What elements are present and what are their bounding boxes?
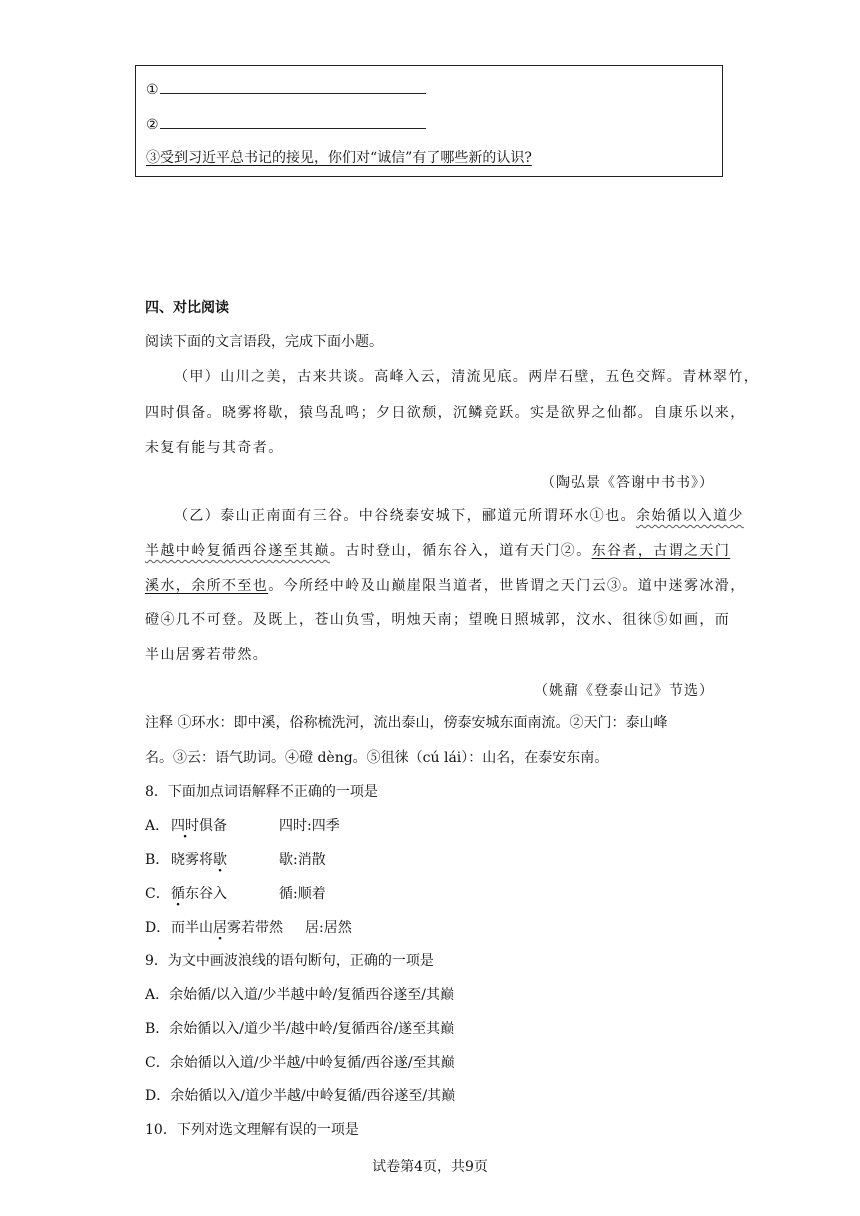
passage-b-line-1: （乙）泰山正南面有三谷。中谷绕泰安城下，郦道元所谓环水①也。余始循以入道少 bbox=[174, 508, 744, 524]
wavy-sentence-part-1: 余始循以入道少 bbox=[636, 508, 744, 524]
dotted-word: 四时 bbox=[171, 818, 199, 834]
passage-b-line-2: 半越中岭复循西谷遂至其巅。古时登山，循东谷入，道有天门②。东谷者，古谓之天门 bbox=[145, 543, 731, 559]
wavy-sentence-part-2: 半越中岭复循西谷遂至其巅 bbox=[145, 543, 330, 559]
question-9-option-d[interactable]: D．余始循以入/道少半越/中岭复循/西谷遂至/其巅 bbox=[145, 1088, 456, 1104]
question-8-option-d[interactable]: D．而半山居雾若带然 居:居然 bbox=[145, 920, 352, 936]
question-8-option-b[interactable]: B． 晓雾将歇 歇:消散 bbox=[145, 852, 326, 868]
passage-b-source: （姚鼐《登泰山记》节选） bbox=[534, 683, 714, 699]
passage-b-line-3: 溪水，余所不至也。今所经中岭及山巅崖限当道者，世皆谓之天门云③。道中迷雾冰滑， bbox=[145, 578, 746, 594]
passage-b-line-4: 磴④几不可登。及既上，苍山负雪，明烛天南；望晚日照城郭，汶水、徂徕⑤如画，而 bbox=[145, 612, 731, 628]
question-8-stem: 8．下面加点词语解释不正确的一项是 bbox=[145, 784, 378, 800]
page-footer: 试卷第4页，共9页 bbox=[372, 1159, 488, 1175]
question-8-option-a[interactable]: A． 四时俱备 四时:四季 bbox=[145, 818, 340, 834]
question-9-option-c[interactable]: C．余始循以入道/少半越/中岭复循/西谷遂/至其巅 bbox=[145, 1055, 455, 1071]
passage-a-line-1: （甲）山川之美，古来共谈。高峰入云，清流见底。两岸石壁，五色交辉。青林翠竹， bbox=[174, 369, 760, 385]
question-9-option-a[interactable]: A．余始循/以入道/少半越中岭/复循西谷遂至/其巅 bbox=[145, 987, 454, 1003]
notes-line-1: 注释 ①环水：即中溪，俗称梳洗河，流出泰山，傍泰安城东面南流。②天门：泰山峰 bbox=[145, 715, 668, 731]
dotted-word: 居 bbox=[213, 920, 227, 936]
question-9-stem: 9．为文中画波浪线的语句断句，正确的一项是 bbox=[145, 953, 434, 969]
underlined-sentence-part-2: 溪水，余所不至也 bbox=[145, 578, 269, 594]
section-title: 四、对比阅读 bbox=[145, 300, 229, 316]
question-8-option-c[interactable]: C．循东谷入 循:顺着 bbox=[145, 886, 326, 902]
answer-item-3: ③受到习近平总书记的接见，你们对“诚信”有了哪些新的认识? bbox=[146, 150, 532, 166]
notes-line-2: 名。③云：语气助词。④磴 dèng。⑤徂徕（cú lái）：山名，在泰安东南。 bbox=[145, 750, 609, 766]
question-10-stem: 10．下列对选文理解有误的一项是 bbox=[145, 1122, 359, 1138]
passage-b-line-5: 半山居雾若带然。 bbox=[145, 647, 269, 663]
passage-a-line-3: 未复有能与其奇者。 bbox=[145, 440, 284, 456]
passage-a-source: （陶弘景《答谢中书书》） bbox=[541, 475, 714, 491]
dotted-word: 循 bbox=[171, 886, 185, 902]
underlined-sentence-part-1: 东谷者，古谓之天门 bbox=[591, 543, 731, 559]
answer-item-2: ② bbox=[146, 114, 426, 135]
question-9-option-b[interactable]: B．余始循以入/道少半/越中岭/复循西谷/遂至其巅 bbox=[145, 1021, 455, 1037]
passage-a-line-2: 四时俱备。晓雾将歇，猿鸟乱鸣；夕日欲颓，沉鳞竞跃。实是欲界之仙都。自康乐以来， bbox=[145, 405, 746, 421]
dotted-word: 歇 bbox=[213, 852, 227, 868]
answer-item-1: ① bbox=[146, 79, 426, 100]
answer-blank-2[interactable] bbox=[160, 114, 426, 129]
section-instruction: 阅读下面的文言语段，完成下面小题。 bbox=[145, 334, 383, 350]
answer-blank-1[interactable] bbox=[160, 79, 426, 94]
answer-box bbox=[135, 65, 723, 177]
